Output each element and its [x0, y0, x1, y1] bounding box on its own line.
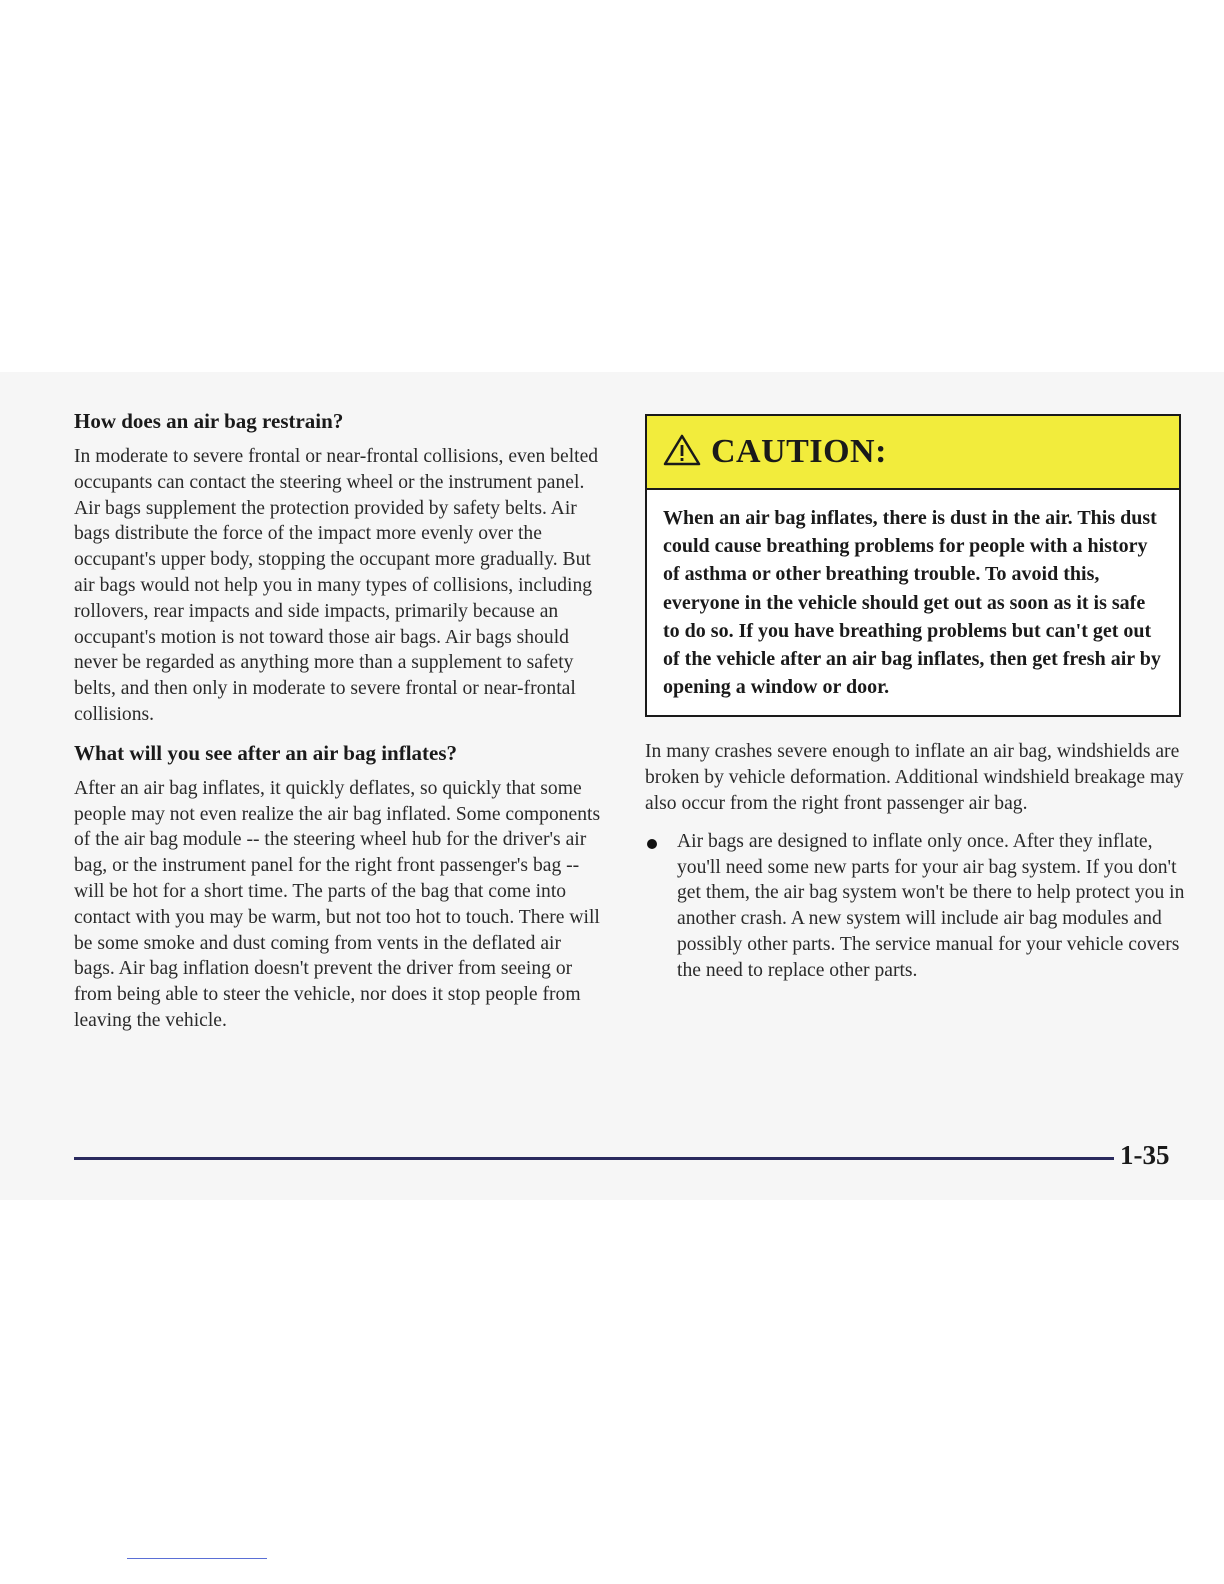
caution-box — [645, 414, 1181, 717]
paragraph-windshields: In many crashes severe enough to inflate an air bag, windshields are broken by vehicle deformation. Additional windshield breakage may also occur from the right front passenger air bag. — [645, 741, 1184, 815]
paragraph-air-bag-restrain: In moderate to severe frontal or near-frontal collisions, even belted occupants can contact the steering wheel or the instrument panel. Air bags supplement the protection provided by safety belts. Air bags distribute the force of the impact more evenly over the occupant's upper body, stopping the occupant more gradually. But air bags would not help you in many types of collisions, including rollovers, rear impacts and side impacts, primarily because an occupant's motion is not toward those air bags. Air bags should never be regarded as anything more than a supplement to safety belts, and then only in moderate to severe frontal or near-frontal collisions. — [74, 446, 599, 725]
caution-title: CAUTION: — [711, 433, 887, 470]
footer-divider — [74, 1157, 1114, 1160]
list-item — [645, 829, 1185, 984]
caution-text: When an air bag inflates, there is dust in the air. This dust could cause breathing problems for people with a history of asthma or other breathing trouble. To avoid this, everyone in the vehicle should get out as soon as it is safe to do so. If you have breathing problems but can't get out of the vehicle after an air bag inflates, then get fresh air by opening a window or door. — [663, 507, 1161, 699]
bullet-text-inflate-once: Air bags are designed to inflate only once. After they inflate, you'll need some new parts for your air bag system. If you don't get them, the air bag system won't be there to help protect you in another crash. A new system will include air bag modules and possibly other parts. The service manual for your vehicle covers the need to replace other parts. — [677, 830, 1185, 981]
warning-triangle-icon — [663, 433, 701, 472]
section-heading-air-bag-restrain: How does an air bag restrain? — [74, 409, 344, 433]
bottom-link-line — [127, 1558, 267, 1559]
paragraph-after-inflates: After an air bag inflates, it quickly deflates, so quickly that some people may not even realize the air bag inflated. Some components of the air bag module -- the steering wheel hub for the driver's air bag, or the instrument panel for the right front passenger's bag -- will be hot for a short time. The parts of the bag that come into contact with you may be warm, but not too hot to touch. There will be some smoke and dust coming from vents in the deflated air bags. Air bag inflation doesn't prevent the driver from seeing or from being able to steer the vehicle, nor does it stop people from leaving the vehicle. — [74, 777, 601, 1031]
page-number: 1-35 — [1120, 1140, 1170, 1170]
bullet-icon — [647, 839, 657, 849]
left-column — [74, 408, 604, 1046]
section-heading-after-inflates: What will you see after an air bag inflates? — [74, 740, 458, 765]
right-column — [645, 414, 1185, 984]
caution-header — [647, 416, 1179, 490]
